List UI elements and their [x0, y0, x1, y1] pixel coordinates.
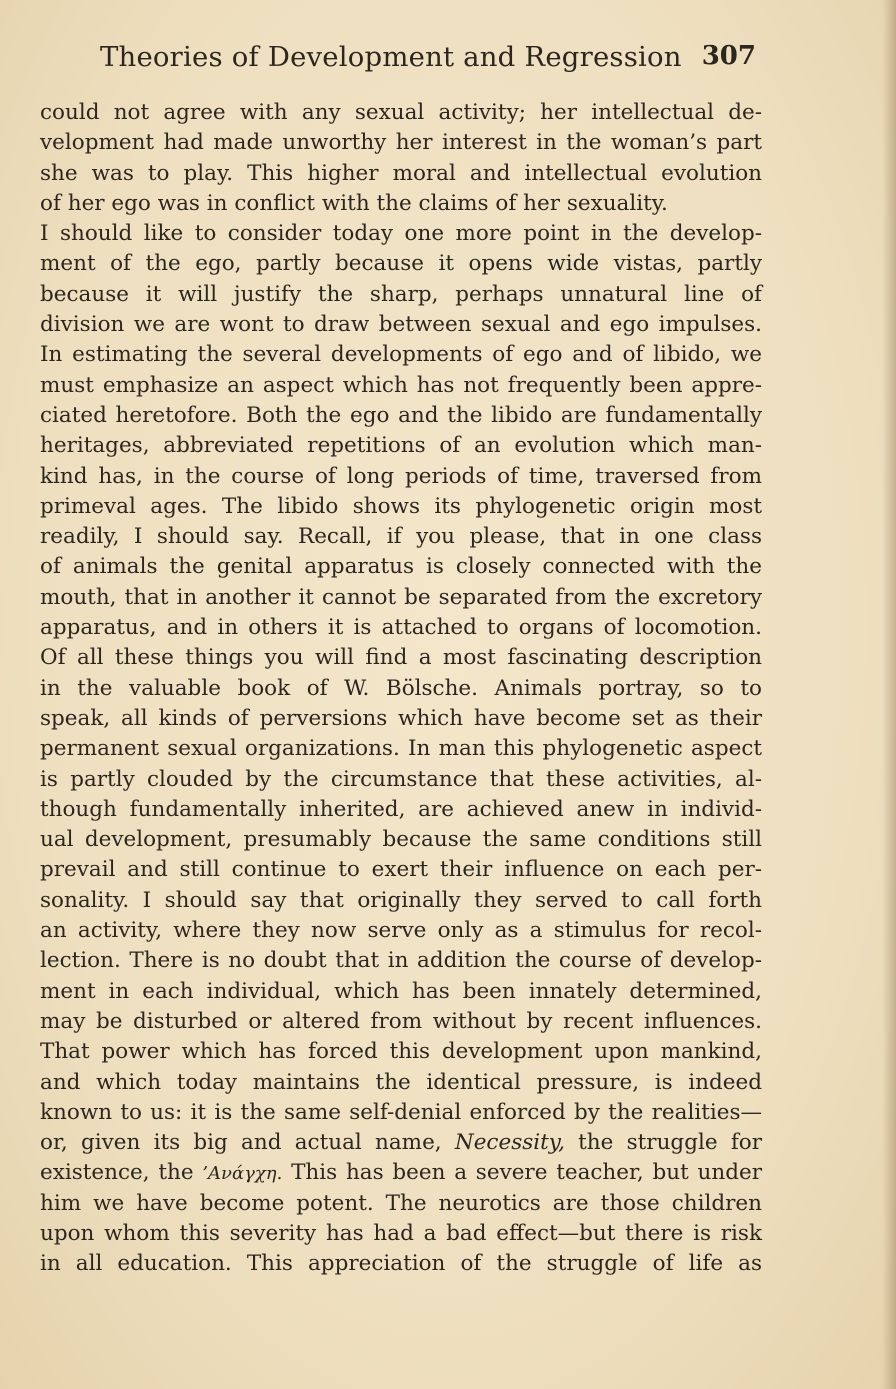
text-line: Of all these things you will find a most fascinating description: [40, 645, 762, 671]
text-line: sonality. I should say that originally they served to call forth: [40, 887, 762, 913]
text-line: ual development, presumably because the same conditions still: [40, 827, 762, 853]
text-line: an activity, where they now serve only as a stimulus for recol-: [40, 918, 762, 944]
text-line: ment of the ego, partly because it opens wide vistas, partly: [40, 251, 762, 277]
text-line: permanent sexual organizations. In man this phylogenetic aspect: [40, 736, 762, 762]
text-segment: or, given its big and actual name,: [40, 1130, 455, 1156]
text-line-greek: [40, 1158, 762, 1188]
text-line: in all education. This appreciation of the struggle of life as: [40, 1251, 762, 1277]
text-segment: existence, the: [40, 1160, 203, 1186]
text-line: she was to play. This higher moral and intellectual evolution: [40, 160, 762, 186]
text-line: That power which has forced this development upon mankind,: [40, 1039, 762, 1065]
greek-word-ananke: ’Ανάγχη.: [202, 1163, 283, 1185]
text-line: is partly clouded by the circumstance that these activities, al-: [40, 766, 762, 792]
text-line: readily, I should say. Recall, if you please, that in one class: [40, 524, 762, 550]
page-header: [100, 41, 756, 81]
text-line: upon whom this severity has had a bad effect—but there is risk: [40, 1220, 762, 1246]
text-line-necessity: [40, 1128, 762, 1158]
text-line: because it will justify the sharp, perhaps unnatural line of: [40, 281, 762, 307]
running-head: Theories of Development and Regression: [100, 41, 682, 73]
text-line: ciated heretofore. Both the ego and the libido are fundamentally: [40, 402, 762, 428]
page-edge-shadow: [882, 0, 896, 1389]
text-line: may be disturbed or altered from without by recent influences.: [40, 1008, 762, 1034]
text-line: known to us: it is the same self-denial enforced by the realities—: [40, 1099, 762, 1125]
text-line: him we have become potent. The neurotics are those children: [40, 1190, 762, 1216]
text-line: apparatus, and in others it is attached to organs of locomotion.: [40, 615, 762, 641]
text-line: mouth, that in another it cannot be separated from the excretory: [40, 584, 762, 610]
text-line: and which today maintains the identical pressure, is indeed: [40, 1069, 762, 1095]
text-line: in the valuable book of W. Bölsche. Animals portray, so to: [40, 675, 762, 701]
text-line: heritages, abbreviated repetitions of an evolution which man-: [40, 433, 762, 459]
text-line: division we are wont to draw between sexual and ego impulses.: [40, 312, 762, 338]
text-line: could not agree with any sexual activity; her intellectual de-: [40, 100, 762, 125]
text-line: kind has, in the course of long periods of time, traversed from: [40, 463, 762, 489]
text-line: prevail and still continue to exert their influence on each per-: [40, 857, 762, 883]
text-line: must emphasize an aspect which has not frequently been appre-: [40, 372, 762, 398]
text-line: lection. There is no doubt that in addition the course of develop-: [40, 948, 762, 974]
text-segment: This has been a severe teacher, but under: [282, 1160, 762, 1186]
page-number: 307: [701, 41, 756, 71]
italic-word-necessity: Necessity,: [454, 1130, 565, 1156]
text-line: speak, all kinds of perversions which have become set as their: [40, 705, 762, 731]
text-line: of animals the genital apparatus is closely connected with the: [40, 554, 762, 580]
text-line: ment in each individual, which has been innately determined,: [40, 978, 762, 1004]
text-line: primeval ages. The libido shows its phylogenetic origin most: [40, 493, 762, 519]
text-line: In estimating the several developments of ego and of libido, we: [40, 342, 762, 368]
text-line: velopment had made unworthy her interest in the woman’s part: [40, 130, 762, 156]
body-text: [40, 98, 762, 1280]
text-line: though fundamentally inherited, are achieved anew in individ-: [40, 796, 762, 822]
text-line: I should like to consider today one more point in the develop-: [40, 221, 762, 247]
text-segment: the struggle for: [564, 1130, 762, 1156]
text-line: of her ego was in conflict with the claims of her sexuality.: [40, 190, 668, 216]
